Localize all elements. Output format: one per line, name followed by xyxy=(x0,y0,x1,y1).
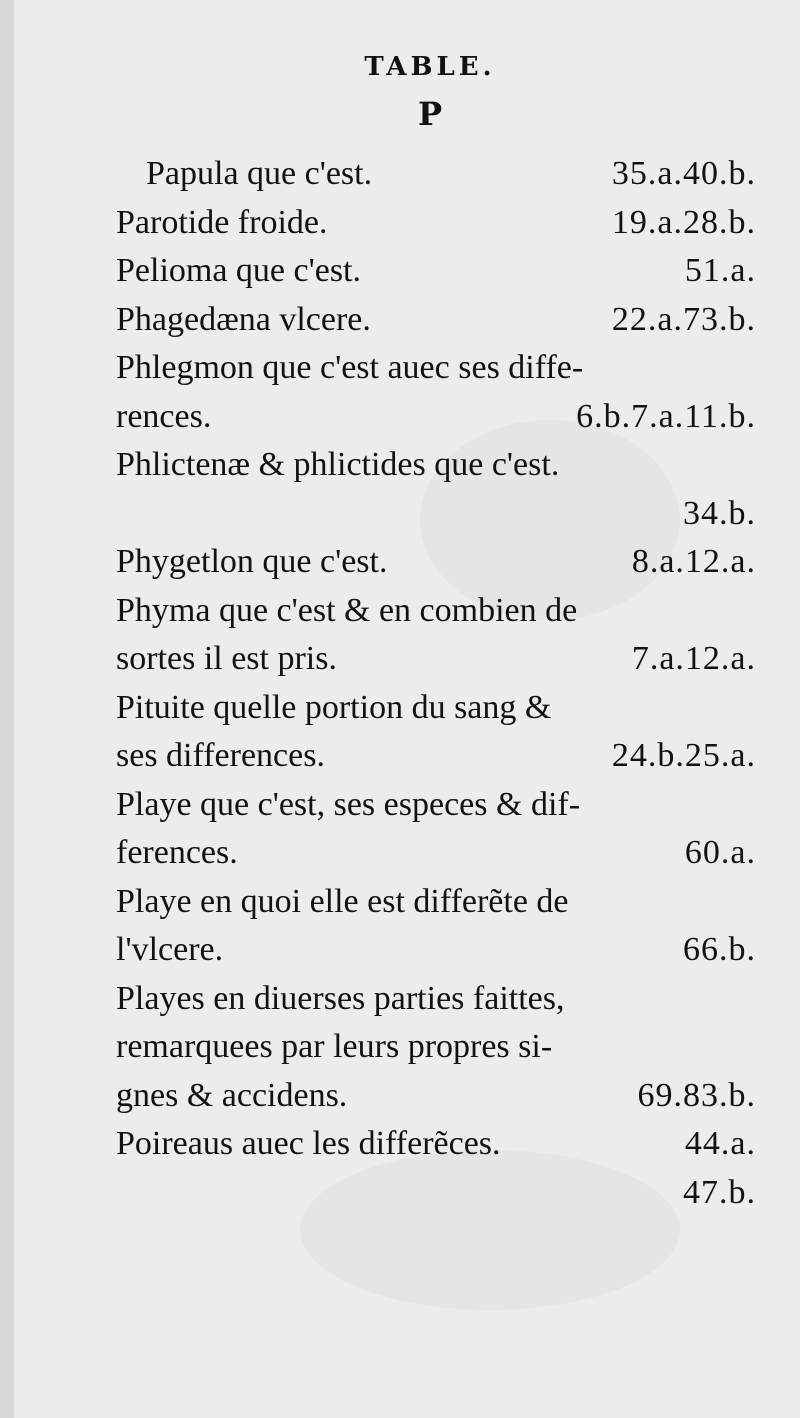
index-term: l'vlcere. xyxy=(116,931,224,968)
index-line xyxy=(116,150,756,199)
index-term: Pituite quelle portion du sang & xyxy=(116,688,552,726)
index-line xyxy=(116,878,756,927)
index-entries xyxy=(116,150,756,1217)
page-reference: 19.a.28.b. xyxy=(611,203,756,241)
index-line xyxy=(116,829,756,878)
index-line xyxy=(116,1072,756,1121)
index-term: Playe que c'est, ses especes & dif- xyxy=(116,785,581,823)
index-line xyxy=(116,1023,756,1072)
index-line xyxy=(116,684,756,733)
index-term: Phygetlon que c'est. xyxy=(116,543,388,580)
page-reference: 8.a.12.a. xyxy=(631,543,756,580)
page-reference: 34.b. xyxy=(683,494,756,532)
page-reference: 6.b.7.a.11.b. xyxy=(576,397,756,435)
page-reference: 47.b. xyxy=(683,1173,756,1211)
index-term: Poireaus auec les differẽces. xyxy=(116,1125,501,1162)
index-line xyxy=(116,587,756,636)
page-reference: 44.a. xyxy=(684,1125,756,1162)
index-term: Phlegmon que c'est auec ses diffe- xyxy=(116,349,584,386)
page-reference: 24.b.25.a. xyxy=(611,737,756,774)
index-term: ses differences. xyxy=(116,737,325,774)
page-reference: 51.a. xyxy=(684,252,756,289)
index-line xyxy=(116,296,756,345)
index-term: Playes en diuerses parties faittes, xyxy=(116,979,565,1017)
index-term: Papula que c'est. xyxy=(146,155,373,192)
section-letter: P xyxy=(417,95,443,133)
index-line xyxy=(116,1169,756,1218)
index-term: Playe en quoi elle est differẽte de xyxy=(116,882,569,920)
index-line xyxy=(116,926,756,975)
running-title: TABLE. xyxy=(364,52,496,82)
index-line xyxy=(116,538,756,587)
page-reference: 66.b. xyxy=(683,931,756,968)
index-line xyxy=(116,635,756,684)
index-term: Pelioma que c'est. xyxy=(116,252,362,289)
index-line xyxy=(116,393,756,442)
index-line xyxy=(116,199,756,248)
page-reference: 7.a.12.a. xyxy=(631,640,756,677)
index-term: rences. xyxy=(116,397,212,435)
index-term: gnes & accidens. xyxy=(116,1076,348,1114)
index-line xyxy=(116,490,756,539)
page-reference: 22.a.73.b. xyxy=(611,300,756,338)
index-term: sortes il est pris. xyxy=(116,640,337,677)
page-reference: 69.83.b. xyxy=(637,1076,756,1114)
page-gutter-edge xyxy=(0,0,14,1418)
index-term: remarquees par leurs propres si- xyxy=(116,1028,553,1065)
index-term: Phyma que c'est & en combien de xyxy=(116,591,578,629)
index-line xyxy=(116,441,756,490)
index-term: Phlictenæ & phlictides que c'est. xyxy=(116,446,560,483)
index-line xyxy=(116,1120,756,1169)
index-line xyxy=(116,344,756,393)
index-term: Parotide froide. xyxy=(116,203,328,241)
index-line xyxy=(116,781,756,830)
index-line xyxy=(116,975,756,1024)
index-term: ferences. xyxy=(116,834,238,871)
page-reference: 60.a. xyxy=(684,834,756,871)
index-line xyxy=(116,247,756,296)
page-reference: 35.a.40.b. xyxy=(611,155,756,192)
index-term: Phagedæna vlcere. xyxy=(116,300,371,338)
index-line xyxy=(116,732,756,781)
